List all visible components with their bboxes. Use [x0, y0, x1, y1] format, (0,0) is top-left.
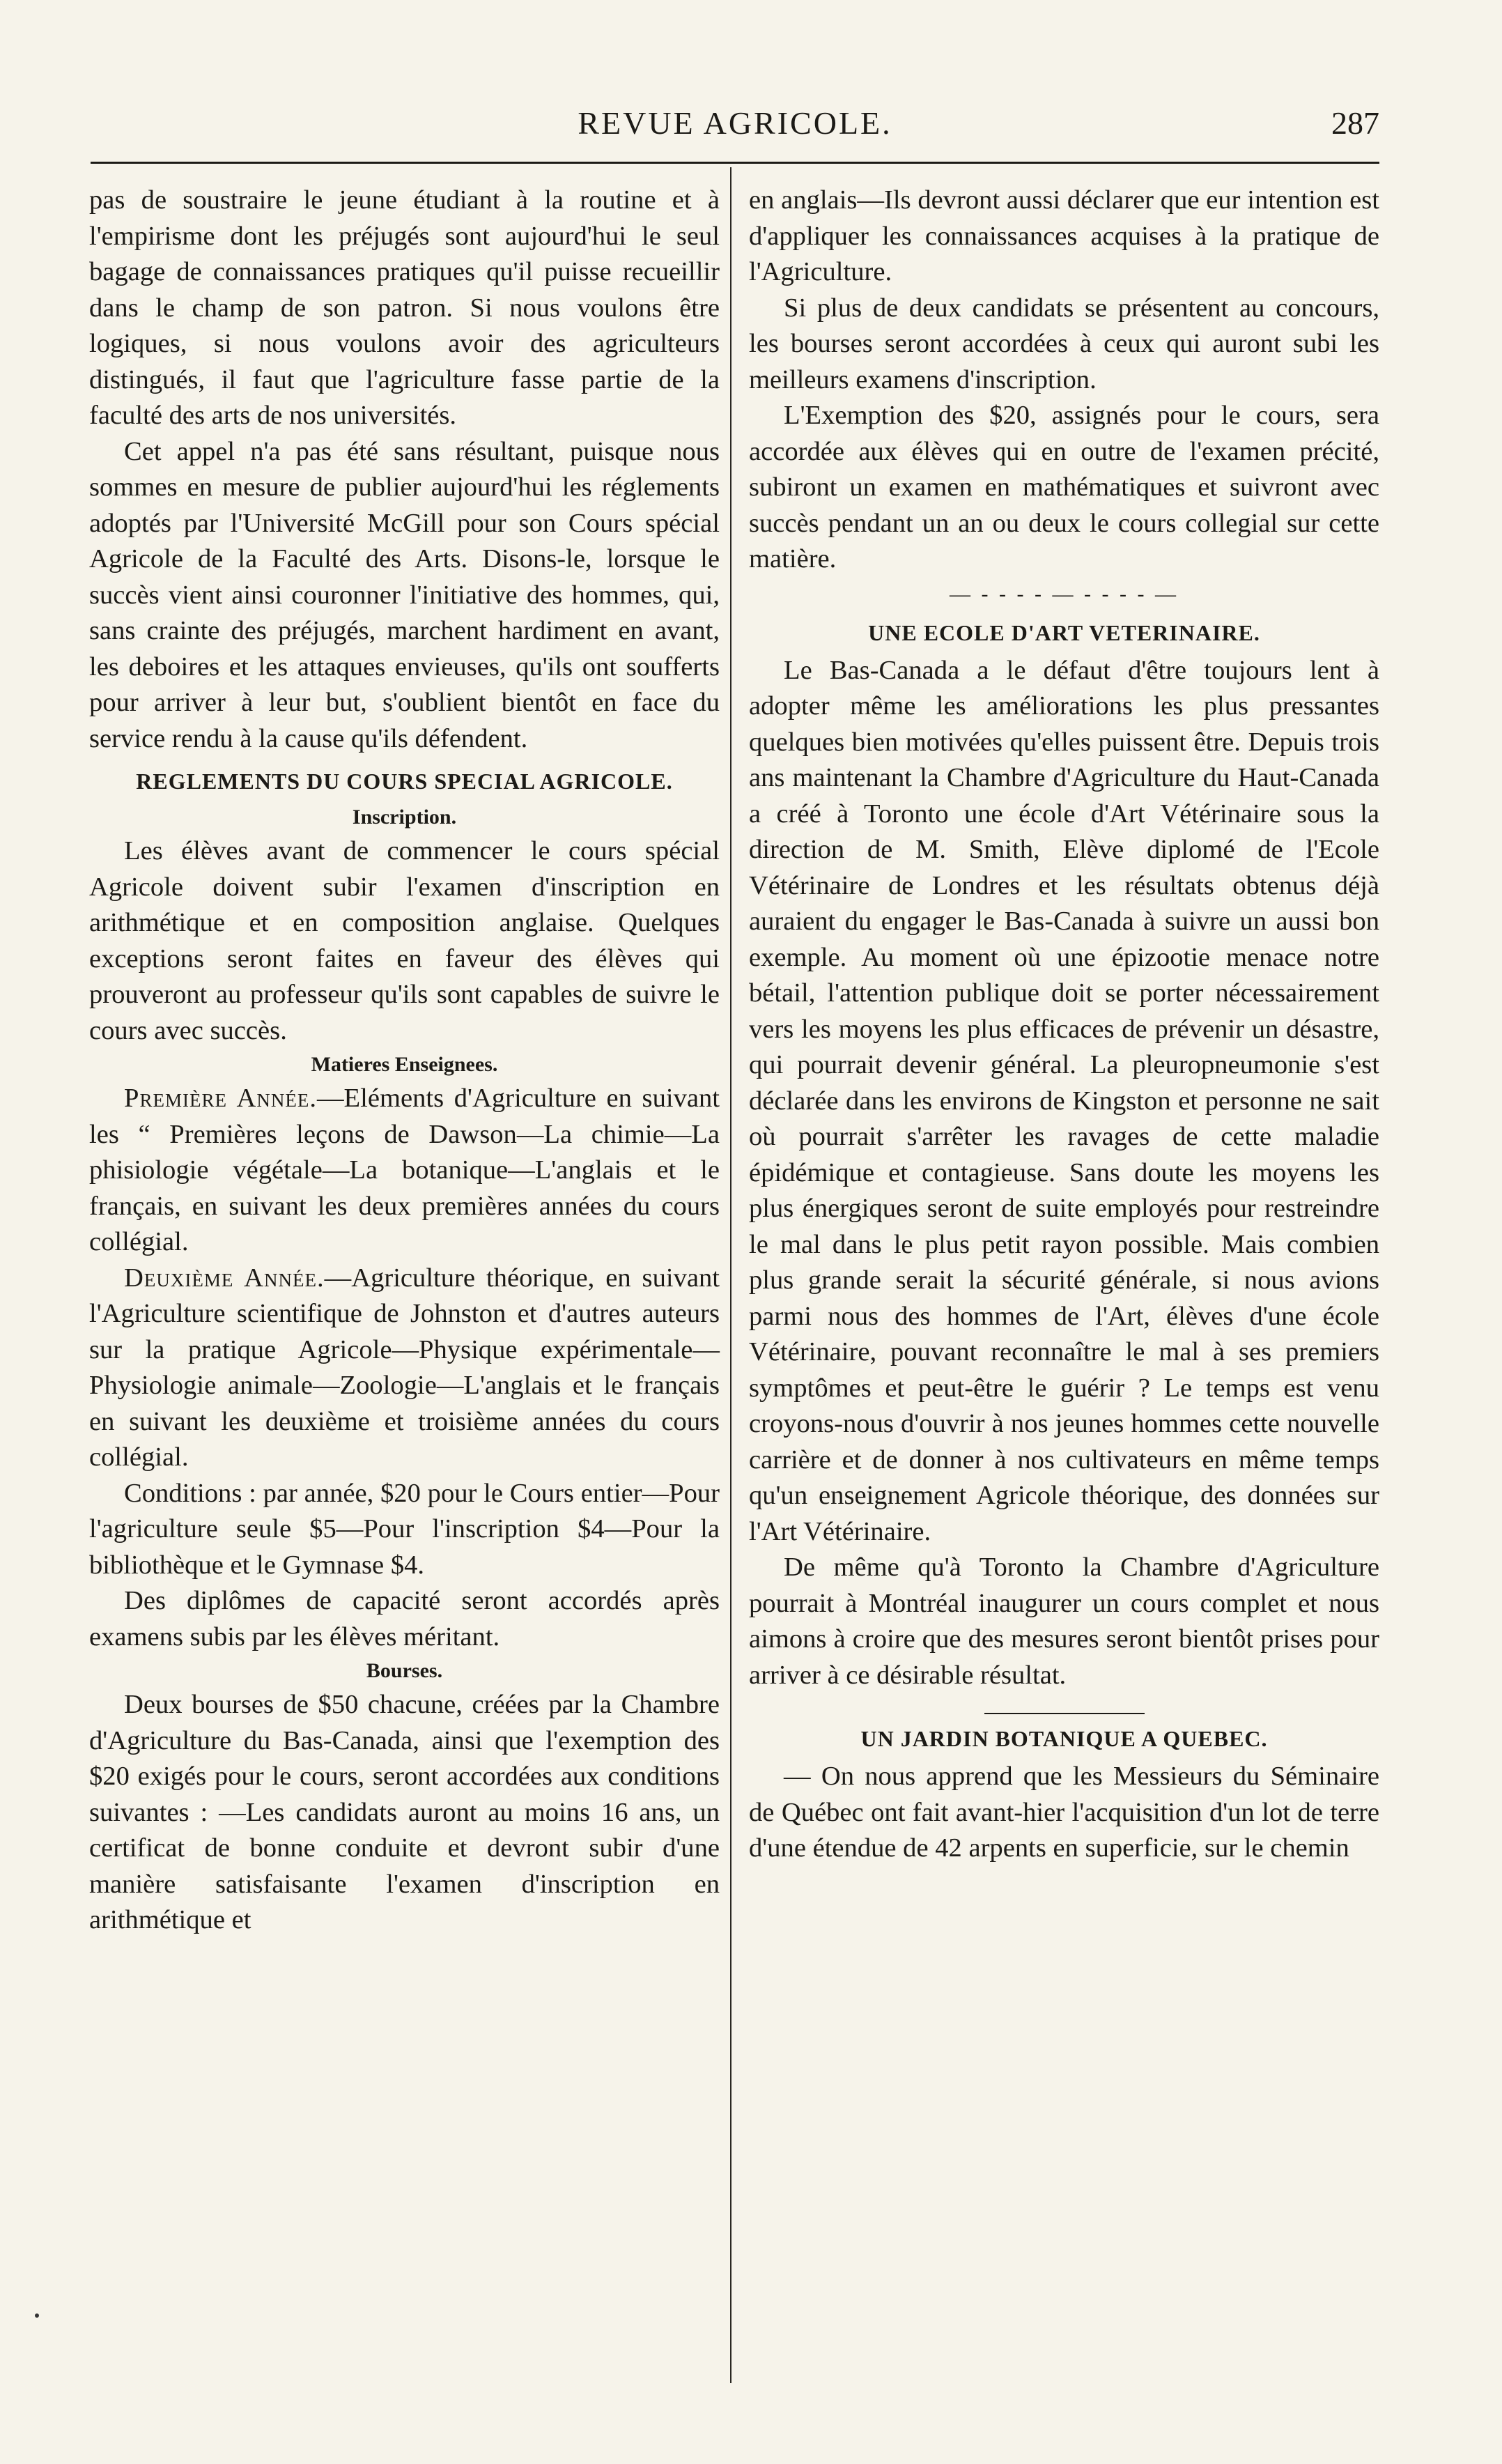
paragraph: — On nous apprend que les Messieurs du Séminaire de Québec ont fait avant-hier l'acquisition d'un lot de terre d'une étendue de 42 arpents en superficie, sur le chemin: [749, 1762, 1379, 1863]
print-speck: [35, 2313, 39, 2318]
paragraph: Si plus de deux candidats se présentent au concours, les bourses seront accordées à ceux qui auront subi les meilleurs examens d'inscription.: [749, 293, 1379, 394]
section-title: UN JARDIN BOTANIQUE A QUEBEC.: [860, 1726, 1268, 1751]
paragraph: en anglais—Ils devront aussi déclarer que eur intention est d'appliquer les connaissances acquises à la pratique de l'Agriculture.: [749, 185, 1379, 286]
paragraph-text: —Agriculture théorique, en suivant l'Agriculture scientifique de Johnston et d'autres auteurs sur la pratique Agricole—Physique expérimentale—Physiologie animale—Zoologie—L'anglais et le français en suivant les deuxième et troisième années du cours collégial.: [89, 1263, 720, 1472]
paragraph: De même qu'à Toronto la Chambre d'Agriculture pourrait à Montréal inaugurer un cours complet et nous aimons à croire que des mesures seront bientôt prises pour arriver à ce désirable résultat.: [749, 1553, 1379, 1690]
subsection-title: Bourses.: [366, 1659, 443, 1682]
right-column: [749, 183, 1379, 1867]
column-divider: [730, 167, 731, 2383]
paragraph: L'Exemption des $20, assignés pour le cours, sera accordée aux élèves qui en outre de l'examen précité, subiront un examen en mathématiques et suivront avec succès pendant un an ou deux le cours collegial sur cette matière.: [749, 401, 1379, 573]
section-rule: [984, 1713, 1145, 1714]
paragraph-lead: Deuxième Année.: [124, 1263, 325, 1293]
running-title: REVUE AGRICOLE.: [578, 105, 892, 141]
section-title: UNE ECOLE D'ART VETERINAIRE.: [868, 619, 1260, 645]
paragraph: Le Bas-Canada a le défaut d'être toujours lent à adopter même les améliorations les plus pressantes quelques bien motivées qu'elles puissent être. Depuis trois ans maintenant la Chambre d'Agriculture du Haut-Canada a créé à Toronto une école d'Art Vétérinaire sous la direction de M. Smith, Elève diplomé de l'Ecole Vétérinaire de Londres et les résultats obtenus déjà auraient du engager le Bas-Canada à suivre un aussi bon exemple. Au moment où une épizootie menace notre bétail, l'attention publique doit se porter nécessairement vers les moyens les plus efficaces de prévenir un désastre, qui pourrait devenir général. La pleuropneumonie s'est déclarée dans les environs de Kingston et personne ne sait où pourrait s'arrêter les ravages de cette maladie épidémique et contagieuse. Sans doute les moyens les plus énergiques seront de suite employés pour restreindre le mal dans le plus petit rayon possible. Mais combien plus grande serait la sécurité générale, si nous avions parmi nous des hommes de l'Art, élèves d'une école Vétérinaire, pouvant reconnaître le mal à ses premiers symptômes et peut-être le guérir ? Le temps est venu croyons-nous d'ouvrir à nos jeunes hommes cette nouvelle carrière et de donner à nos cultivateurs en même temps qu'un enseignement Agricole théorique, des données sur l'Art Vétérinaire.: [749, 655, 1379, 1546]
paragraph: Des diplômes de capacité seront accordés après examens subis par les élèves méritant.: [89, 1586, 720, 1651]
page-header: [91, 105, 1379, 153]
paragraph: Conditions : par année, $20 pour le Cours entier—Pour l'agriculture seule $5—Pour l'inscription $4—Pour la bibliothèque et le Gymnase $4.: [89, 1478, 720, 1580]
paragraph: pas de soustraire le jeune étudiant à la routine et à l'empirisme dont les préjugés sont aujourd'hui le seul bagage de connaissances pratiques qu'il puisse recueillir dans le champ de son patron. Si nous voulons être logiques, si nous voulons avoir des agriculteurs distingués, il faut que l'agriculture fasse partie de la faculté des arts de nos universités.: [89, 185, 720, 430]
paragraph: [89, 1261, 720, 1476]
page-number: 287: [1331, 105, 1379, 141]
paragraph: Cet appel n'a pas été sans résultant, puisque nous sommes en mesure de publier aujourd'hui les réglements adoptés par l'Université McGill pour son Cours spécial Agricole de la Faculté des Arts. Disons-le, lorsque le succès vient ainsi couronner l'initiative des hommes, qui, sans crainte des préjugés, marchent hardiment en avant, les deboires et les attaques envieuses, qu'ils ont soufferts pour arriver à leur but, s'oublient bientôt en face du service rendu à la cause qu'ils défendent.: [89, 436, 720, 753]
paragraph-lead: Première Année.: [124, 1084, 317, 1113]
paragraph: [89, 1081, 720, 1261]
subsection-title: Inscription.: [352, 806, 457, 829]
section-title: REGLEMENTS DU COURS SPECIAL AGRICOLE.: [136, 769, 673, 794]
paragraph: Deux bourses de $50 chacune, créées par la Chambre d'Agriculture du Bas-Canada, ainsi que l'exemption des $20 exigés pour le cours, seront accordées aux conditions suivantes : —Les candidats auront au moins 16 ans, un certificat de bonne conduite et devront subir d'une manière satisfaisante l'examen d'inscription en arithmétique et: [89, 1690, 720, 1934]
header-rule: [91, 162, 1379, 164]
left-column: [89, 183, 720, 1939]
paragraph-text: —Eléments d'Agriculture en suivant les “ Premières leçons de Dawson—La chimie—La phisiologie végétale—La botanique—L'anglais et le français, en suivant les deux premières années du cours collégial.: [89, 1084, 720, 1256]
subsection-title: Matieres Enseignees.: [311, 1053, 498, 1076]
ornamental-divider: — - - - - — - - - - —: [950, 582, 1179, 606]
paragraph: Les élèves avant de commencer le cours spécial Agricole doivent subir l'examen d'inscription en arithmétique et en composition anglaise. Quelques exceptions seront faites en faveur des élèves qui prouveront au professeur qu'ils sont capables de suivre le cours avec succès.: [89, 836, 720, 1045]
